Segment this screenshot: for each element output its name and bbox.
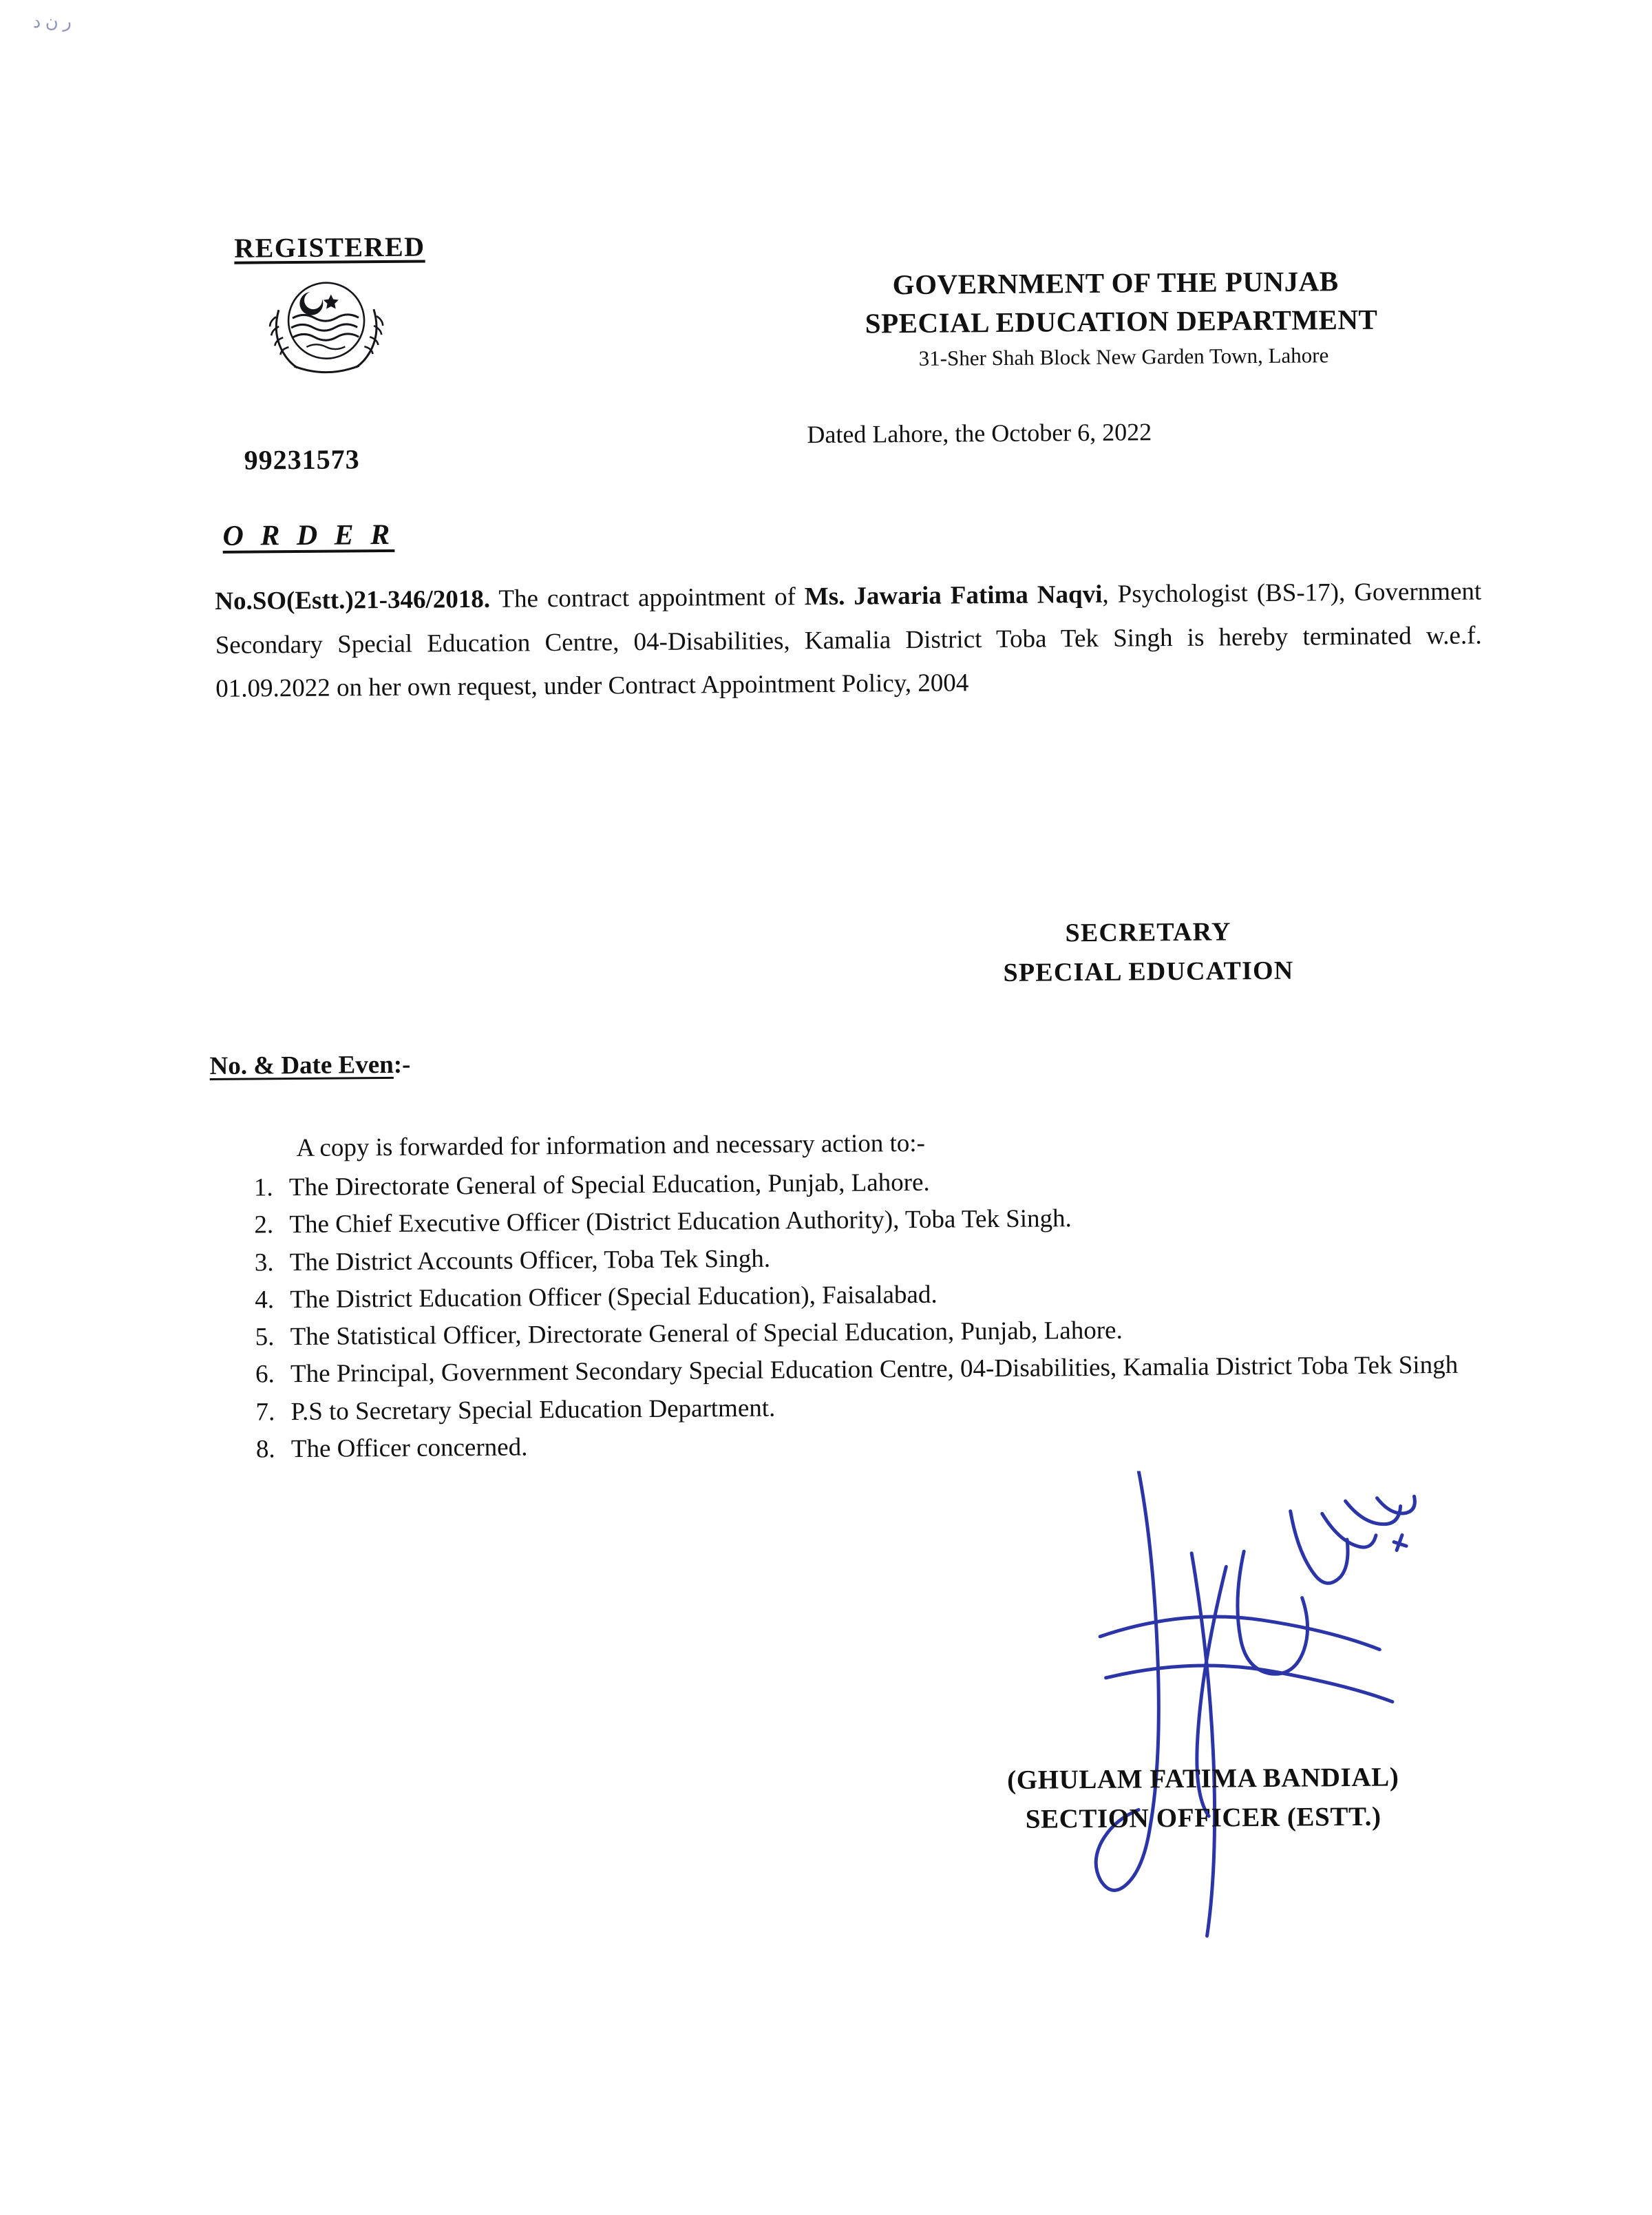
list-item: 8. The Officer concerned.	[282, 1421, 1555, 1468]
signer-block	[907, 1757, 1500, 1840]
department-address: 31-Sher Shah Block New Garden Town, Lahore	[918, 343, 1329, 370]
authority-title-line2: SPECIAL EDUCATION	[1003, 956, 1294, 987]
registered-stamp-label: REGISTERED	[234, 231, 425, 264]
even-number-label	[209, 1050, 410, 1081]
order-heading: O R D E R	[222, 518, 395, 552]
order-body-paragraph	[215, 569, 1482, 711]
handwritten-signature	[1021, 1468, 1507, 1953]
copy-forwarded-intro: A copy is forwarded for information and necessary action to:-	[296, 1129, 926, 1163]
body-text-part-1: The contract appointment of	[489, 582, 805, 613]
list-item: 7. P.S to Secretary Special Education Department.	[281, 1383, 1554, 1430]
even-number-label-suffix: :-	[393, 1050, 411, 1079]
department-title: SPECIAL EDUCATION DEPARTMENT	[865, 303, 1378, 339]
even-number-label-text: No. & Date Even	[209, 1050, 394, 1081]
list-item: 2. The Chief Executive Officer (District Education Authority), Toba Tek Singh.	[279, 1197, 1553, 1243]
stray-pen-marks: ر ن د	[32, 11, 72, 32]
signer-designation: SECTION OFFICER (ESTT.)	[1025, 1801, 1381, 1834]
government-title: GOVERNMENT OF THE PUNJAB	[892, 265, 1339, 301]
order-reference-number: No.SO(Estt.)21-346/2018.	[215, 585, 491, 616]
list-item: 4. The District Education Officer (Special Education), Faisalabad.	[280, 1272, 1554, 1319]
list-item: 1. The Directorate General of Special Education, Punjab, Lahore.	[279, 1159, 1553, 1206]
copy-distribution-list	[238, 1159, 1555, 1469]
diary-number: 99231573	[244, 443, 360, 476]
issuing-authority-block	[852, 911, 1445, 994]
list-item: 5. The Statistical Officer, Directorate General of Special Education, Punjab, Lahore.	[280, 1309, 1554, 1356]
body-text-part-2: , Psychologist (BS-17), Government Secondary Special Education Centre, 04-Disabilities, Kamalia District Toba Tek Singh is hereby terminated w.e.f. 01.09.2022 on her own request, under Contract Appointment Policy, 2004	[215, 577, 1482, 704]
list-item: 6. The Principal, Government Secondary Special Education Centre, 04-Disabilities, Kamalia District Toba Tek Singh	[281, 1346, 1554, 1393]
list-item: 3. The District Accounts Officer, Toba Tek Singh.	[280, 1234, 1554, 1281]
punjab-government-emblem	[240, 271, 413, 382]
signer-name: (GHULAM FATIMA BANDIAL)	[1006, 1762, 1399, 1795]
government-header	[737, 263, 1495, 372]
authority-title-line1: SECRETARY	[1065, 917, 1231, 948]
date-line: Dated Lahore, the October 6, 2022	[807, 418, 1152, 449]
officer-name: Ms. Jawaria Fatima Naqvi	[804, 580, 1103, 611]
